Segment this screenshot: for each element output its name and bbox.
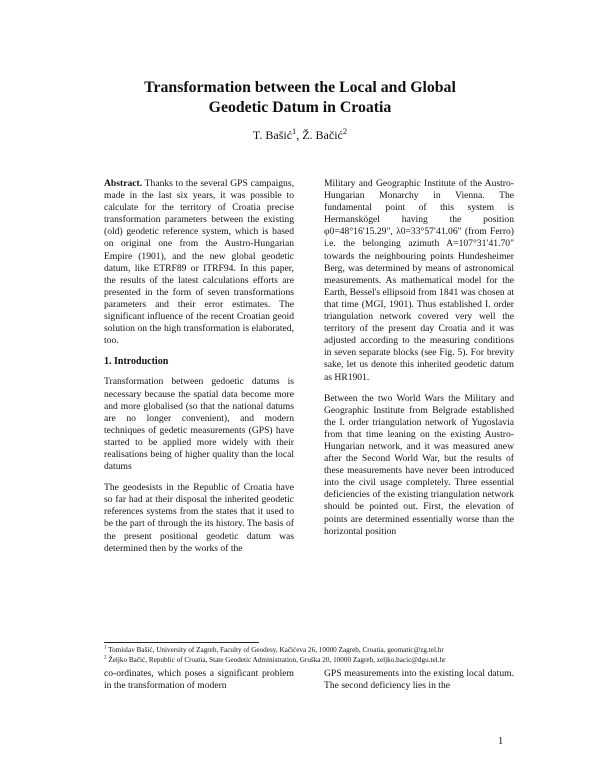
author-1: T. Bašić — [252, 128, 293, 142]
intro-paragraph-2: The geodesists in the Republic of Croatia have so far had at their disposal the inherited geodetic references systems from the states that it used to be the part of through the its history. The basis of the present positional geodetic datum was determined then by the works of the — [104, 482, 294, 554]
footnote-1-mark: 1 — [104, 645, 107, 651]
author-1-footnote-mark: 1 — [292, 127, 297, 136]
right-paragraph-1: Military and Geographic Institute of the Austro-Hungarian Monarchy in Vienna. The fundamental point of this system is Hermanskögel having the position φ0=48°16′15.29", λ0=33°57′41.06" (from Ferro) i.e. the belonging azimuth A=107°31′41.70" towards the neighbouring points Hundesheimer Berg, was determined by means of astronomical measurements. As mathematical model for the Earth, Bessel's ellipsoid from 1841 was chosen at that time (MGI, 1901). Thus established I. order triangulation network covered very well the territory of the present day Croatia and it was adjusted according to the measuring conditions in seven separate blocks (see Fig. 5). For brevity sake, let us denote this inherited geodetic datum as HR1901. — [324, 178, 514, 383]
abstract-label: Abstract. — [104, 178, 143, 189]
abstract — [104, 178, 294, 347]
author-list — [60, 128, 540, 143]
title-line-1: Transformation between the Local and Global — [144, 79, 456, 96]
right-column — [324, 178, 514, 547]
left-column-continuation: co-ordinates, which poses a significant problem in the transformation of modern — [104, 668, 294, 692]
author-2-footnote-mark: 2 — [342, 127, 348, 136]
left-column — [104, 178, 294, 564]
page-number: 1 — [498, 736, 504, 747]
right-column-continuation: GPS measurements into the existing local datum. The second deficiency lies in the — [324, 668, 514, 692]
abstract-text: Thanks to the several GPS campaigns, made in the last six years, it was possible to calculate for the territory of Croatia precise transformation parameters between the existing (old) geodetic reference system, which is based on original one from the Austro-Hungarian Empire (1901), and the new global geodetic datum, like ETRF89 or ITRF94. In this paper, the results of the latest calculations efforts are presented in the form of seven transformations parameters and their error estimates. The significant influence of the recent Croatian geoid solution on the high transformation is elaborated, too. — [104, 178, 294, 347]
footnote-1 — [104, 645, 524, 655]
footnote-2 — [104, 655, 524, 665]
footnote-divider — [104, 642, 259, 643]
footnote-2-text: Željko Bačić, Republic of Croatia, State Geodetic Administration, Gruška 20, 10000 Zagreb, zeljko.bacic@dgu.tel.hr — [106, 656, 446, 665]
title-line-2: Geodetic Datum in Croatia — [208, 99, 392, 116]
author-2: Ž. Bačić — [302, 128, 343, 142]
footnote-1-text: Tomislav Bašić, University of Zagreb, Faculty of Geodesy, Kačićeva 26, 10000 Zagreb, Croatia, geomatic@zg.tel.hr — [106, 646, 444, 654]
paper-title — [60, 78, 540, 118]
section-heading-introduction: 1. Introduction — [104, 356, 169, 368]
right-paragraph-2: Between the two World Wars the Military and Geographic Institute from Belgrade established the I. order triangulation network of Yugoslavia from that time leaning on the existing Austro-Hungarian network, and it was measured anew after the Second World War, but the results of these measurements have never been introduced into the civil usage completely. Three essential deficiencies of the existing triangulation network should be pointed out. First, the elevation of points are determined essentially worse than the horizontal position — [324, 392, 514, 537]
author-separator: , — [296, 128, 303, 142]
footnote-2-mark: 2 — [104, 656, 107, 662]
footnotes — [104, 645, 524, 666]
intro-paragraph-1: Transformation between gedoetic datums is necessary because the spatial data become more and more globalised (so that the national datums are no longer convenient), and modern techniques of gedetic measurements (GPS) have started to be applied more widely with their realisations being of higher quality than the local datums — [104, 376, 294, 473]
